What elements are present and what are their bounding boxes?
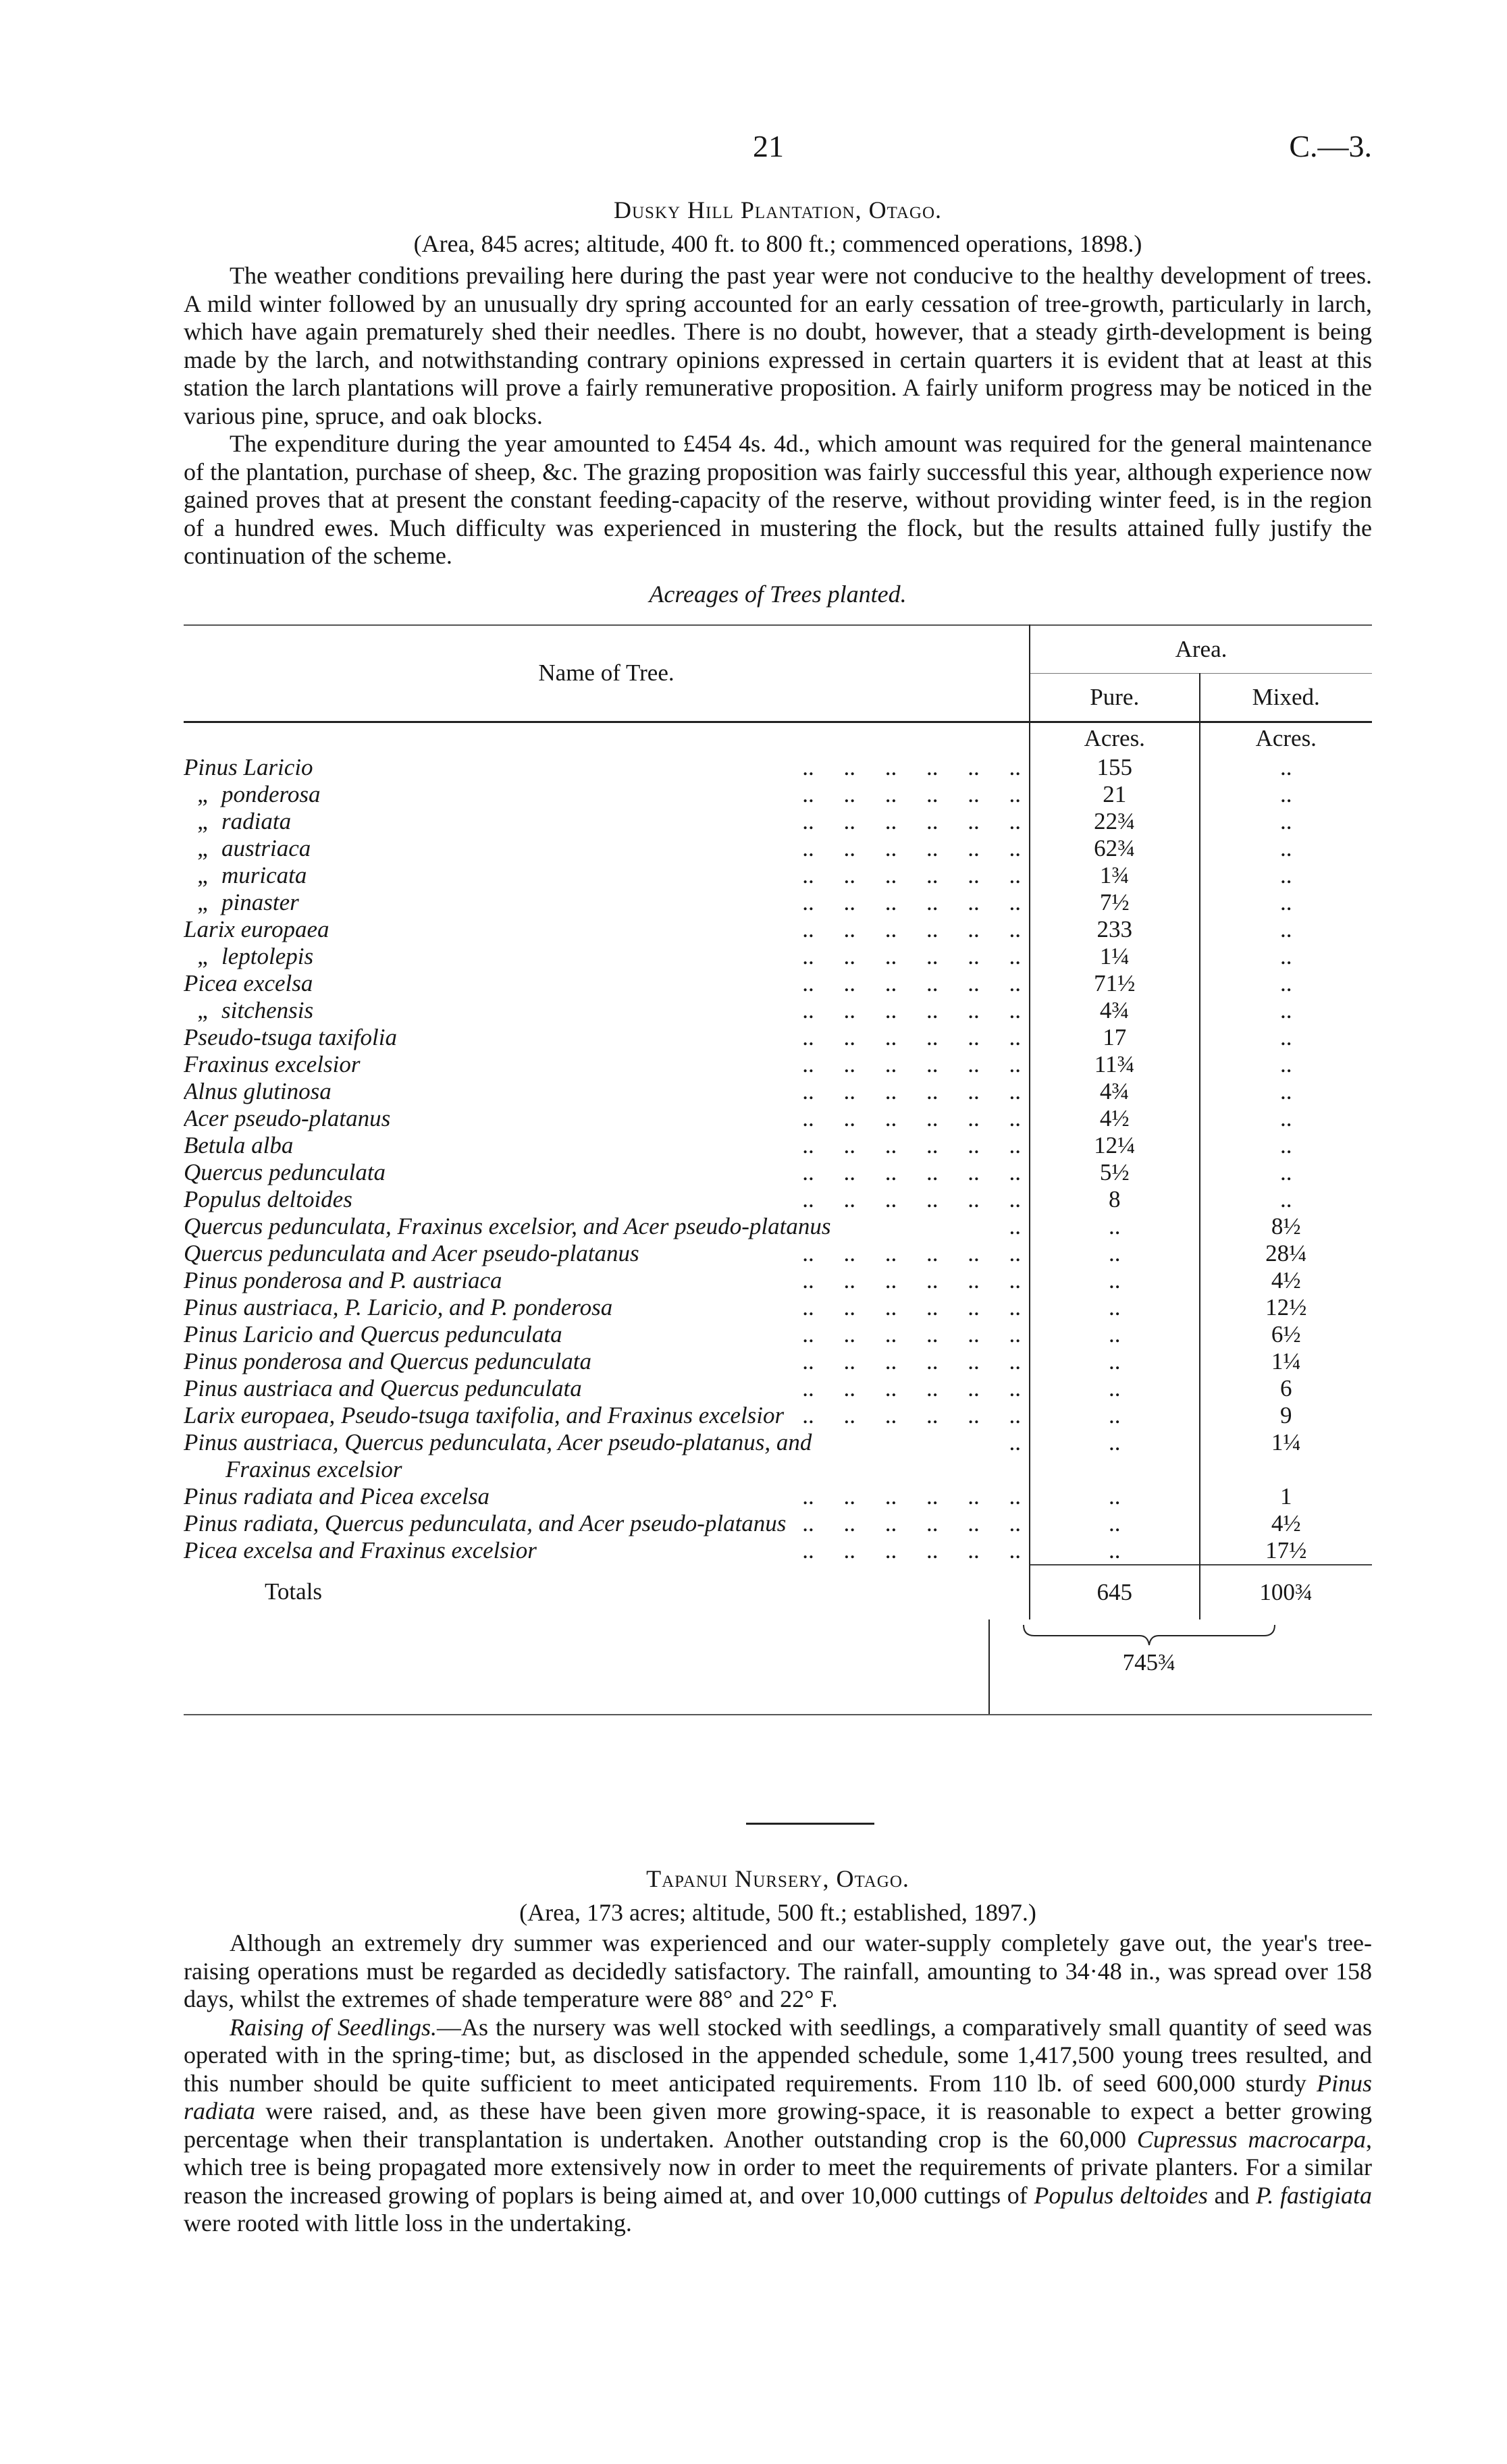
totals-row (184, 1565, 1372, 1619)
table-row (184, 1186, 1372, 1213)
leader-dots: .. .. .. .. .. .. (795, 943, 1021, 970)
column-header-area: Area. (1030, 625, 1372, 674)
units-spacer (184, 722, 1030, 754)
tree-name-label: Picea excelsa and Fraxinus excelsior (184, 1536, 537, 1563)
leader-dots: .. .. .. .. .. .. (795, 1348, 1021, 1375)
tree-name (184, 835, 1030, 862)
tree-name-label: Pinus ponderosa and Quercus pedunculata (184, 1347, 592, 1374)
leader-dots: .. .. .. .. .. .. (795, 1375, 1021, 1402)
tree-name-label: radiata (221, 807, 292, 834)
tree-name (184, 1267, 1030, 1294)
species-name: Pinus radiata (184, 2069, 1372, 2124)
leader-dots: .. .. .. .. .. .. (795, 808, 1021, 835)
totals-label (184, 1565, 1030, 1619)
pure-acres: 4½ (1030, 1105, 1199, 1132)
leader-dots: .. .. .. .. .. .. (795, 754, 1021, 781)
leader-dots: .. .. .. .. .. .. (795, 1537, 1021, 1564)
tree-name (184, 1510, 1030, 1537)
table-row (184, 781, 1372, 808)
brace-icon (1021, 1622, 1277, 1649)
leader-dots: .. .. .. .. .. .. (795, 862, 1021, 889)
tree-name-label: leptolepis (221, 942, 314, 969)
table-row (184, 754, 1372, 781)
grand-total-block (184, 1619, 1372, 1755)
tree-name (184, 1024, 1030, 1051)
ditto-mark: „ (197, 996, 208, 1023)
table-row (184, 808, 1372, 835)
pure-acres: .. (1030, 1375, 1199, 1402)
tree-name-label: Pinus radiata, Quercus pedunculata, and Acer pseudo-platanus (184, 1509, 787, 1536)
mixed-acres: 9 (1200, 1402, 1373, 1429)
ditto-mark: „ (197, 888, 208, 915)
tree-name-label: Pinus austriaca, P. Laricio, and P. ponderosa (184, 1293, 613, 1320)
mixed-acres: .. (1200, 1024, 1373, 1051)
ditto-mark: „ (197, 780, 208, 807)
tree-name (184, 808, 1030, 835)
tree-name-label: Pinus radiata and Picea excelsa (184, 1482, 490, 1509)
mixed-acres: .. (1200, 997, 1373, 1024)
column-header-name (184, 625, 1030, 722)
text-run: were rooted with little loss in the undertaking. (184, 2209, 632, 2237)
mixed-acres: .. (1200, 1105, 1373, 1132)
pure-acres: 1¾ (1030, 862, 1199, 889)
mixed-acres: .. (1200, 781, 1373, 808)
totals-label-text: Totals (265, 1578, 323, 1605)
column-header-mixed: Mixed. (1200, 673, 1373, 722)
tree-name (184, 1078, 1030, 1105)
leader-dots: .. .. .. .. .. .. (795, 997, 1021, 1024)
tree-name-label: sitchensis (221, 996, 314, 1023)
pure-acres: 71½ (1030, 970, 1199, 997)
text-run: were raised, and, as these have been given more growing-space, it is reasonable to expect a better growing percentage when their transplantation is undertaken. Another outstanding crop is the 60,000 (184, 2097, 1372, 2153)
table-row (184, 1483, 1372, 1510)
mixed-acres: 1¼ (1200, 1429, 1373, 1456)
tree-name (184, 1348, 1030, 1375)
ditto-mark: „ (197, 807, 208, 834)
leader-dots: .. .. .. .. .. .. (795, 1051, 1021, 1078)
pure-acres: 62¾ (1030, 835, 1199, 862)
tree-name-label: Pinus austriaca and Quercus pedunculata (184, 1374, 582, 1401)
leader-dots: .. .. .. .. .. .. (795, 1483, 1021, 1510)
mixed-acres: 1¼ (1200, 1348, 1373, 1375)
table-row (184, 889, 1372, 916)
species-name: Cupressus macrocarpa (1136, 2125, 1366, 2153)
leader-dots: .. .. .. .. .. .. (795, 1105, 1021, 1132)
mixed-acres: 6½ (1200, 1321, 1373, 1348)
tree-name-continuation: Fraxinus excelsior (226, 1455, 402, 1482)
leader-dots: .. .. .. .. .. .. (795, 1132, 1021, 1159)
leader-dots: .. .. .. .. .. .. (795, 1186, 1021, 1213)
mixed-acres: .. (1200, 1186, 1373, 1213)
pure-acres: .. (1030, 1267, 1199, 1294)
pure-acres: .. (1030, 1348, 1199, 1375)
tree-name (184, 916, 1030, 943)
leader-dots: .. .. .. .. .. .. (795, 1159, 1021, 1186)
section-tapanui (184, 1865, 1372, 2238)
pure-acres: 233 (1030, 916, 1199, 943)
leader-dots: .. .. .. .. .. .. (795, 889, 1021, 916)
tree-name-label: Larix europaea (184, 915, 329, 942)
total-pure: 645 (1030, 1565, 1199, 1619)
mixed-acres: .. (1200, 970, 1373, 997)
leader-dots: .. .. .. .. .. .. (795, 1078, 1021, 1105)
table-row (184, 943, 1372, 970)
pure-acres: .. (1030, 1429, 1199, 1456)
pure-acres: 11¾ (1030, 1051, 1199, 1078)
page-header (0, 128, 1507, 169)
tree-name (184, 754, 1030, 781)
paragraph-raising-seedlings (184, 2014, 1372, 2238)
tree-name-label: Picea excelsa (184, 969, 313, 996)
text-run: —As the nursery was well stocked with seedlings, a comparatively small quantity of seed was operated with in the spring-time; but, as disclosed in the appended schedule, some 1,417,500 young trees resulted, and this number should be quite sufficient to meet anticipated requirements. From 110 lb. of seed 600,000 sturdy (184, 2013, 1372, 2097)
mixed-acres: .. (1200, 943, 1373, 970)
tree-name (184, 997, 1030, 1024)
document-reference: C.—3. (1289, 129, 1372, 163)
table-row (184, 1240, 1372, 1267)
mixed-acres: 1 (1200, 1483, 1373, 1510)
pure-acres: .. (1030, 1213, 1199, 1240)
leader-dots: .. .. .. .. .. .. (795, 1294, 1021, 1321)
pure-acres: .. (1030, 1240, 1199, 1267)
mixed-acres: 28¼ (1200, 1240, 1373, 1267)
empty-cell (1200, 1456, 1373, 1483)
grand-total: 745¾ (1122, 1649, 1176, 1676)
section-title: Tapanui Nursery, Otago. (646, 1865, 909, 1892)
leader-dots: .. .. .. .. .. .. (795, 1510, 1021, 1537)
mixed-acres: .. (1200, 916, 1373, 943)
section-title: Dusky Hill Plantation, Otago. (613, 196, 943, 223)
species-name: Populus deltoides (1034, 2181, 1208, 2209)
mixed-acres: .. (1200, 1051, 1373, 1078)
tree-name-label: muricata (221, 861, 307, 888)
section-subtitle: (Area, 845 acres; altitude, 400 ft. to 800 ft.; commenced operations, 1898.) (413, 230, 1142, 257)
tree-name-label: ponderosa (221, 780, 321, 807)
tree-name-label: austriaca (221, 834, 311, 861)
table-row (184, 862, 1372, 889)
paragraph-heading: Raising of Seedlings. (230, 2013, 438, 2041)
table-row (184, 1321, 1372, 1348)
pure-acres: 1¼ (1030, 943, 1199, 970)
table-row (184, 1537, 1372, 1565)
table-row (184, 1402, 1372, 1429)
leader-dots: .. .. .. .. .. .. (795, 970, 1021, 997)
table-row (184, 1132, 1372, 1159)
pure-acres: 21 (1030, 781, 1199, 808)
tree-name (184, 1159, 1030, 1186)
leader-dots: .. .. .. .. .. .. (795, 781, 1021, 808)
tree-name-label: Pinus ponderosa and P. austriaca (184, 1266, 502, 1293)
tree-name-label: Larix europaea, Pseudo-tsuga taxifolia, and Fraxinus excelsior (184, 1401, 785, 1428)
table-caption: Acreages of Trees planted. (649, 580, 907, 608)
column-header-name-label: Name of Tree. (538, 660, 675, 686)
column-divider (988, 1619, 990, 1714)
tree-name (184, 1429, 1030, 1456)
tree-name (184, 943, 1030, 970)
leader-dots: .. .. .. .. .. .. (795, 1321, 1021, 1348)
total-mixed: 100¾ (1200, 1565, 1373, 1619)
pure-acres: 155 (1030, 754, 1199, 781)
table-row (184, 1213, 1372, 1240)
pure-acres: 5½ (1030, 1159, 1199, 1186)
leader-dots: .. .. .. .. .. .. (795, 835, 1021, 862)
table-row (184, 1051, 1372, 1078)
table-row (184, 1159, 1372, 1186)
mixed-acres: 12½ (1200, 1294, 1373, 1321)
table-row (184, 1429, 1372, 1456)
unit-mixed: Acres. (1200, 722, 1373, 754)
tree-name-label: Pseudo-tsuga taxifolia (184, 1023, 397, 1050)
table-row (184, 835, 1372, 862)
tree-name (184, 889, 1030, 916)
leader-dots: .. .. .. .. .. .. (795, 1240, 1021, 1267)
table-row-continuation (184, 1456, 1372, 1483)
table-row (184, 1375, 1372, 1402)
paragraph: The weather conditions prevailing here during the past year were not conducive to the healthy development of trees. A mild winter followed by an unusually dry spring accounted for an early cessation of tree-growth, particularly in larch, which have again prematurely shed their needles. There is no doubt, however, that a steady girth-development is being made by the larch, and notwithstanding contrary opinions expressed in certain quarters it is evident that at least at this station the larch plantations will prove a fairly remunerative proposition. A fairly uniform progress may be noticed in the various pine, spruce, and oak blocks. (184, 262, 1372, 429)
section-subtitle: (Area, 173 acres; altitude, 500 ft.; established, 1897.) (519, 1899, 1036, 1926)
tree-name-label: Quercus pedunculata and Acer pseudo-platanus (184, 1239, 639, 1266)
tree-name-label: Pinus Laricio (184, 753, 313, 780)
ditto-mark: „ (197, 861, 208, 888)
mixed-acres: 6 (1200, 1375, 1373, 1402)
pure-acres: 8 (1030, 1186, 1199, 1213)
paragraph: Although an extremely dry summer was experienced and our water-supply completely gave out, the year's tree-raising operations must be regarded as decidedly satisfactory. The rainfall, amounting to 34·48 in., was spread over 158 days, whilst the extremes of shade temperature were 88° and 22° F. (184, 1929, 1372, 2012)
table-row (184, 1024, 1372, 1051)
pure-acres: .. (1030, 1537, 1199, 1565)
paragraph: The expenditure during the year amounted to £454 4s. 4d., which amount was required for the general maintenance of the plantation, purchase of sheep, &c. The grazing proposition was fairly successful this year, although experience now gained proves that at present the constant feeding-capacity of the reserve, without providing winter feed, is in the region of a hundred ewes. Much difficulty was experienced in mustering the flock, but the results attained fully justify the continuation of the scheme. (184, 430, 1372, 569)
pure-acres: 22¾ (1030, 808, 1199, 835)
unit-pure: Acres. (1030, 722, 1199, 754)
pure-acres: 4¾ (1030, 997, 1199, 1024)
leader-dots: .. .. .. .. .. .. (795, 916, 1021, 943)
mixed-acres: .. (1200, 862, 1373, 889)
pure-acres: .. (1030, 1510, 1199, 1537)
tree-name (184, 1483, 1030, 1510)
table-row (184, 916, 1372, 943)
pure-acres: .. (1030, 1294, 1199, 1321)
table-row (184, 1267, 1372, 1294)
mixed-acres: .. (1200, 1078, 1373, 1105)
pure-acres: 12¼ (1030, 1132, 1199, 1159)
mixed-acres: .. (1200, 1132, 1373, 1159)
mixed-acres: .. (1200, 889, 1373, 916)
tree-name (184, 970, 1030, 997)
table-bottom-rule (184, 1714, 1372, 1715)
pure-acres: 4¾ (1030, 1078, 1199, 1105)
tree-name (184, 1240, 1030, 1267)
tree-name (184, 781, 1030, 808)
tree-name (184, 1132, 1030, 1159)
leader-dots: .. (1003, 1213, 1022, 1240)
tree-name-label: pinaster (221, 888, 299, 915)
mixed-acres: 8½ (1200, 1213, 1373, 1240)
tree-name (184, 1213, 1030, 1240)
column-header-pure: Pure. (1030, 673, 1199, 722)
table-row (184, 1078, 1372, 1105)
ditto-mark: „ (197, 834, 208, 861)
mixed-acres: .. (1200, 835, 1373, 862)
leader-dots: .. .. .. .. .. .. (795, 1267, 1021, 1294)
tree-name (184, 862, 1030, 889)
pure-acres: .. (1030, 1321, 1199, 1348)
leader-dots: .. .. .. .. .. .. (795, 1402, 1021, 1429)
section-dusky-hill (184, 196, 1372, 1755)
tree-name (184, 1051, 1030, 1078)
mixed-acres: 4½ (1200, 1510, 1373, 1537)
tree-name (184, 1537, 1030, 1565)
leader-dots: .. .. .. .. .. .. (795, 1024, 1021, 1051)
table-row (184, 1105, 1372, 1132)
species-name: P. fastigiata (1256, 2181, 1372, 2209)
leader-dots: .. (1003, 1429, 1022, 1456)
tree-name-label: Alnus glutinosa (184, 1077, 332, 1104)
pure-acres: .. (1030, 1483, 1199, 1510)
mixed-acres: .. (1200, 754, 1373, 781)
table-row (184, 1348, 1372, 1375)
tree-name (184, 1402, 1030, 1429)
page-number: 21 (753, 129, 784, 163)
pure-acres: .. (1030, 1402, 1199, 1429)
pure-acres: 17 (1030, 1024, 1199, 1051)
tree-name (184, 1321, 1030, 1348)
tree-name (184, 1186, 1030, 1213)
empty-cell (1030, 1456, 1199, 1483)
section-separator (746, 1823, 874, 1825)
tree-name-label: Acer pseudo-platanus (184, 1104, 391, 1131)
mixed-acres: 17½ (1200, 1537, 1373, 1565)
mixed-acres: .. (1200, 808, 1373, 835)
mixed-acres: .. (1200, 1159, 1373, 1186)
tree-name-label: Pinus austriaca, Quercus pedunculata, Acer pseudo-platanus, and (184, 1428, 812, 1455)
text-run: and (1207, 2181, 1257, 2209)
tree-name (184, 1105, 1030, 1132)
table-row (184, 1510, 1372, 1537)
mixed-acres: 4½ (1200, 1267, 1373, 1294)
acreage-table (184, 624, 1372, 1619)
tree-name-label: Pinus Laricio and Quercus pedunculata (184, 1320, 562, 1347)
table-row (184, 970, 1372, 997)
ditto-mark: „ (197, 942, 208, 969)
tree-name-label: Fraxinus excelsior (184, 1050, 361, 1077)
tree-name (184, 1294, 1030, 1321)
tree-name-label: Quercus pedunculata (184, 1158, 386, 1185)
tree-name (184, 1375, 1030, 1402)
table-row (184, 1294, 1372, 1321)
tree-name-label: Populus deltoides (184, 1185, 352, 1212)
tree-name-label: Betula alba (184, 1131, 294, 1158)
tree-name-label: Quercus pedunculata, Fraxinus excelsior, and Acer pseudo-platanus (184, 1212, 831, 1239)
pure-acres: 7½ (1030, 889, 1199, 916)
text-run: , which tree is being propagated more extensively now in order to meet the requirements of private planters. For a similar reason the increased growing of poplars is being aimed at, and over 10,000 cuttings of (184, 2125, 1372, 2209)
table-row (184, 997, 1372, 1024)
